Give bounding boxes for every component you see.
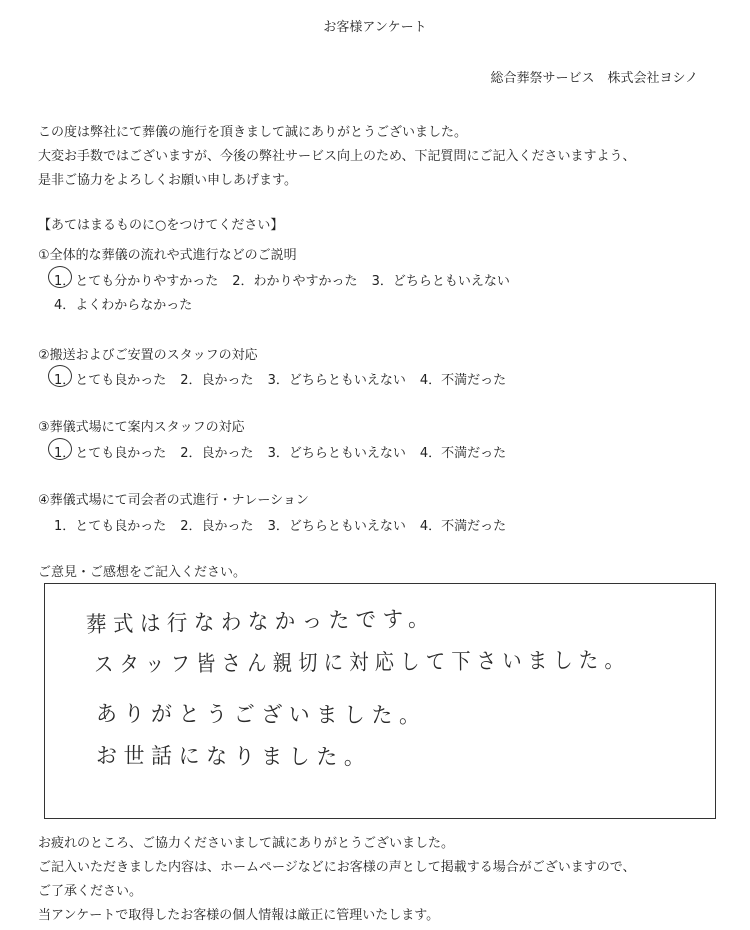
closing-line: ご記入いただきました内容は、ホームページなどにお客様の声として掲載する場合がございますので、 — [38, 860, 636, 875]
company-name: 総合葬祭サービス 株式会社ヨシノ — [490, 71, 698, 86]
q3-option-3[interactable]: 3．どちらともいえない — [267, 446, 406, 461]
q1-option-1[interactable]: 1．とても分かりやすかった — [54, 270, 218, 289]
q1-option-3[interactable]: 3．どちらともいえない — [371, 274, 510, 289]
q2-option-4[interactable]: 4．不満だった — [419, 373, 507, 388]
instruction-text: 【あてはまるものに○をつけてください】 — [38, 218, 284, 233]
q4-option-1[interactable]: 1．とても良かった — [54, 519, 167, 534]
q4-option-2[interactable]: 2．良かった — [180, 519, 254, 534]
q1-option-2[interactable]: 2．わかりやすかった — [232, 274, 358, 289]
q4-option-4[interactable]: 4．不満だった — [419, 519, 507, 534]
q3-option-4[interactable]: 4．不満だった — [419, 446, 507, 461]
q2-option-2[interactable]: 2．良かった — [180, 373, 254, 388]
closing-text — [38, 832, 635, 928]
q4-option-3[interactable]: 3．どちらともいえない — [267, 519, 406, 534]
comments-label: ご意見・ご感想をご記入ください。 — [38, 565, 247, 580]
question-2-options — [54, 369, 506, 388]
handwritten-line: お世話になりました。 — [95, 744, 372, 771]
question-3-title: ③葬儀式場にて案内スタッフの対応 — [38, 420, 245, 435]
handwritten-line: 葬式は行なわなかったです。 — [85, 606, 436, 638]
handwritten-line: スタッフ皆さん親切に対応して下さいました。 — [93, 648, 631, 678]
question-3-options — [54, 442, 506, 461]
question-4-title: ④葬儀式場にて司会者の式進行・ナレーション — [38, 493, 309, 508]
handwritten-line: ありがとうございました。 — [95, 702, 427, 729]
question-1-title: ①全体的な葬儀の流れや式進行などのご説明 — [38, 248, 297, 263]
q3-option-2[interactable]: 2．良かった — [180, 446, 254, 461]
closing-line: ご了承ください。 — [38, 884, 143, 899]
q1-option-4[interactable]: 4．よくわからなかった — [54, 298, 193, 313]
closing-line: お疲れのところ、ご協力くださいまして誠にありがとうございました。 — [38, 836, 455, 851]
q2-option-3[interactable]: 3．どちらともいえない — [267, 373, 406, 388]
question-1-options — [54, 270, 510, 289]
closing-line: 当アンケートで取得したお客様の個人情報は厳正に管理いたします。 — [38, 908, 440, 923]
question-2-title: ②搬送およびご安置のスタッフの対応 — [38, 348, 258, 363]
survey-title: お客様アンケート — [323, 20, 427, 35]
intro-line: この度は弊社にて葬儀の施行を頂きまして誠にありがとうございました。 — [38, 125, 468, 140]
intro-text — [38, 121, 635, 193]
intro-line: 大変お手数ではございますが、今後の弊社サービス向上のため、下記質問にご記入くださいますよう、 — [38, 149, 636, 164]
question-1-options-row2 — [54, 294, 192, 313]
question-4-options — [54, 515, 506, 534]
q3-option-1[interactable]: 1．とても良かった — [54, 442, 166, 461]
q2-option-1[interactable]: 1．とても良かった — [54, 369, 166, 388]
intro-line: 是非ご協力をよろしくお願い申しあげます。 — [38, 173, 297, 188]
